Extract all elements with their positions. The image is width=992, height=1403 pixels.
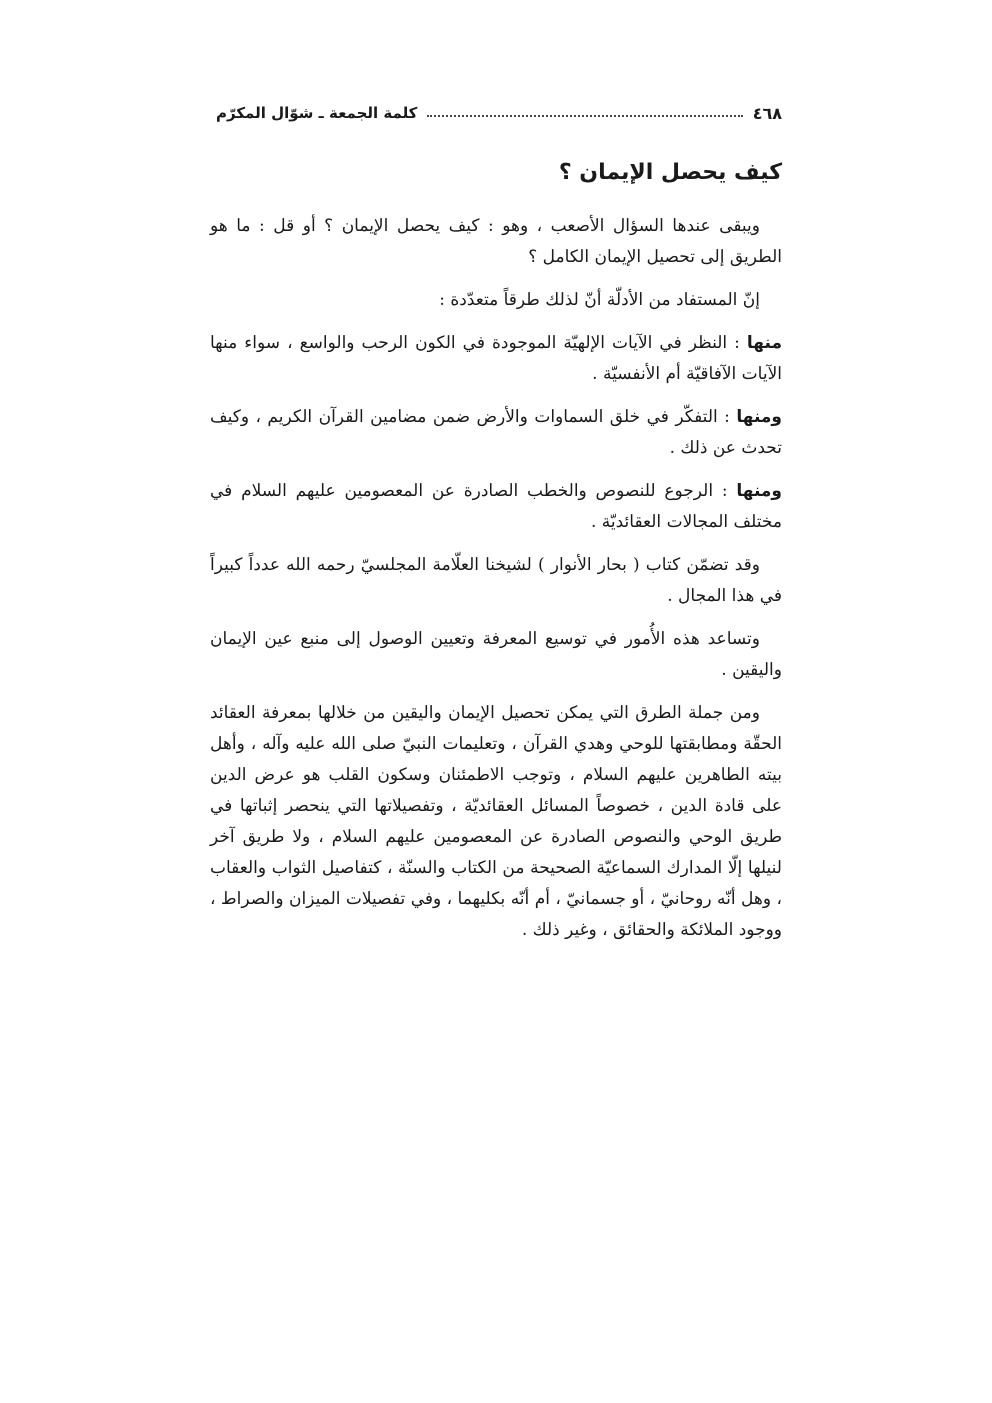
paragraph-lead: ومنها xyxy=(736,481,782,501)
paragraph-text: وقد تضمّن كتاب ( بحار الأنوار ) لشيخنا العلّامة المجلسيّ رحمه الله عدداً كبيراً في هذا المجال . xyxy=(210,555,782,606)
paragraph-text: : التفكّر في خلق السماوات والأرض ضمن مضامين القرآن الكريم ، وكيف تحدث عن ذلك . xyxy=(210,407,782,458)
paragraph-text: ومن جملة الطرق التي يمكن تحصيل الإيمان واليقين من خلالها بمعرفة العقائد الحقّة ومطابقتها للوحي وهدي القرآن ، وتعليمات النبيّ صلى الله عليه وآله ، وأهل بيته الطاهرين عليهم السلام ، وتوجب الاطمئنان وسكون القلب هو عرض الدين على قادة الدين ، خصوصاً المسائل العقائديّة ، وتفصيلاتها التي ينحصر إثباتها في طريق الوحي والنصوص الصادرة عن المعصومين عليهم السلام ، ولا طريق آخر لنيلها إلّا المدارك السماعيّة الصحيحة من الكتاب والسنّة ، كتفاصيل الثواب والعقاب ، وهل أنّه روحانيّ ، أو جسمانيّ ، أم أنّه بكليهما ، وفي تفصيلات الميزان والصراط ، ووجود الملائكة والحقائق ، وغير ذلك . xyxy=(210,703,782,940)
paragraph-lead: منها xyxy=(746,333,782,353)
running-header xyxy=(210,98,782,128)
paragraph-6 xyxy=(210,550,782,612)
book-page xyxy=(210,0,782,1403)
paragraph-7 xyxy=(210,624,782,686)
paragraph-text: إنّ المستفاد من الأدلّة أنّ لذلك طرقاً متعدّدة : xyxy=(439,290,760,310)
paragraph-4 xyxy=(210,402,782,464)
paragraph-2 xyxy=(210,285,782,316)
paragraph-text: : الرجوع للنصوص والخطب الصادرة عن المعصومين عليهم السلام في مختلف المجالات العقائديّة . xyxy=(210,481,782,532)
paragraph-text: وتساعد هذه الأُمور في توسيع المعرفة وتعيين الوصول إلى منبع عين الإيمان واليقين . xyxy=(210,629,782,680)
paragraph-text: ويبقى عندها السؤال الأصعب ، وهو : كيف يحصل الإيمان ؟ أو قل : ما هو الطريق إلى تحصيل الإيمان الكامل ؟ xyxy=(210,216,782,267)
dotted-leader xyxy=(427,115,742,117)
section-heading: كيف يحصل الإيمان ؟ xyxy=(558,160,782,185)
journal-title: كلمة الجمعة ـ شوّال المكرّم xyxy=(216,104,418,122)
paragraph-text: : النظر في الآيات الإلهيّة الموجودة في الكون الرحب والواسع ، سواء منها الآيات الآفاقيّة أم الأنفسيّة . xyxy=(210,333,782,384)
paragraph-lead: ومنها xyxy=(736,407,782,427)
page-content xyxy=(210,160,782,958)
paragraph-3 xyxy=(210,328,782,390)
page-number: ٤٦٨ xyxy=(752,103,782,123)
paragraph-1 xyxy=(210,211,782,273)
paragraph-8 xyxy=(210,698,782,946)
paragraph-5 xyxy=(210,476,782,538)
